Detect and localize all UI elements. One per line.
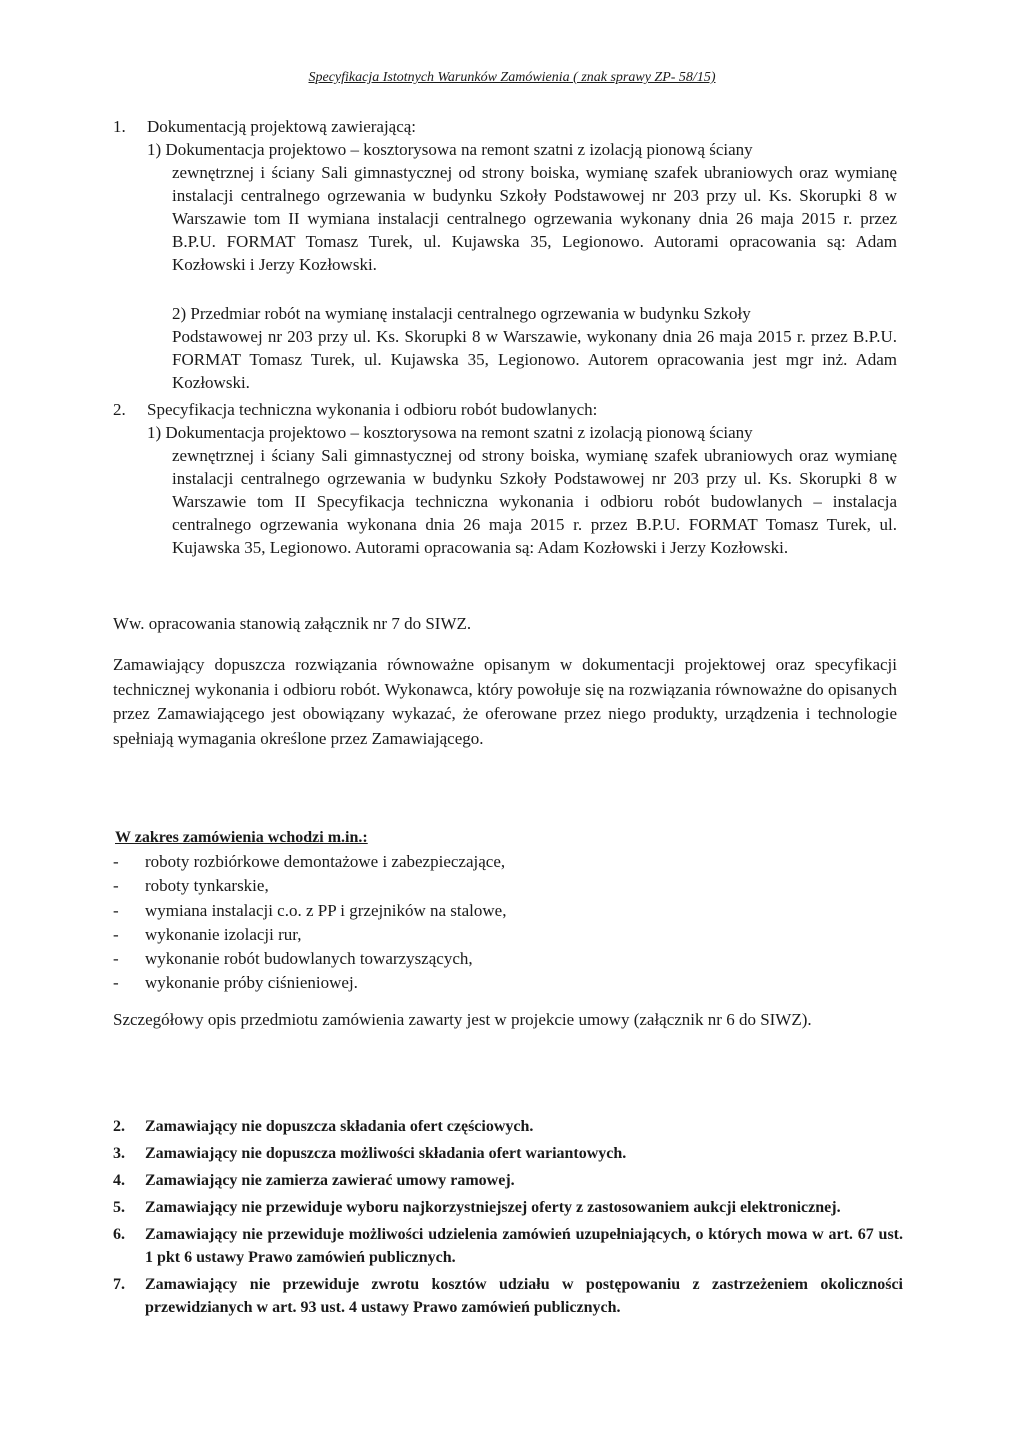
list-item: - wykonanie próby ciśnieniowej. — [113, 973, 358, 993]
scope-title: W zakres zamówienia wchodzi m.in.: — [115, 829, 368, 846]
list-item: - roboty tynkarskie, — [113, 876, 269, 896]
section-2-number: 2. — [113, 400, 126, 419]
section-1-title: Dokumentacją projektową zawierającą: — [147, 117, 417, 136]
section-1-item-2-first-line: 2) Przedmiar robót na wymianę instalacji centralnego ogrzewania w budynku Szkoły — [172, 304, 751, 323]
page-header: Specyfikacja Istotnych Warunków Zamówienia ( znak sprawy ZP- 58/15) — [308, 70, 716, 85]
statements-list — [113, 1115, 903, 1319]
list-item: 3. Zamawiający nie dopuszcza możliwości składania ofert wariantowych. — [113, 1145, 627, 1162]
section-1-item-1-first-line: 1) Dokumentacja projektowo – kosztorysowa na remont szatni z izolacją pionową ściany — [147, 140, 753, 159]
section-2-item-1-first-line: 1) Dokumentacja projektowo – kosztorysowa na remont szatni z izolacją pionową ściany — [147, 423, 753, 442]
attachment-note: Ww. opracowania stanowią załącznik nr 7 do SIWZ. — [113, 614, 472, 633]
section-1-number: 1. — [113, 117, 126, 136]
list-item: 2. Zamawiający nie dopuszcza składania ofert częściowych. — [113, 1118, 534, 1135]
list-item: 5. Zamawiający nie przewiduje wyboru najkorzystniejszej oferty z zastosowaniem aukcji elektronicznej. — [113, 1199, 841, 1216]
section-1-item-1-body: zewnętrznej i ściany Sali gimnastycznej od strony boiska, wymianę szafek ubraniowych oraz wymianę instalacji centralnego ogrzewania w budynku Szkoły Podstawowej nr 203 przy ul. Ks. Skorupki 8 w Warszawie tom II wymiana instalacji centralnego ogrzewania wykonany dnia 26 maja 2015 r. przez B.P.U. FORMAT Tomasz Turek, ul. Kujawska 35, Legionowo. Autorami opracowania są: Adam Kozłowski i Jerzy Kozłowski. — [172, 163, 897, 274]
list-item: - wykonanie izolacji rur, — [113, 924, 302, 944]
list-item: 7. Zamawiający nie przewiduje zwrotu kosztów udziału w postępowaniu z zastrzeżeniem okoliczności przewidzianych w art. 93 ust. 4 ustawy Prawo zamówień publicznych. — [113, 1276, 903, 1316]
list-item: - roboty rozbiórkowe demontażowe i zabezpieczające, — [113, 852, 506, 871]
list-item: 4. Zamawiający nie zamierza zawierać umowy ramowej. — [113, 1172, 515, 1189]
list-item: - wymiana instalacji c.o. z PP i grzejników na stalowe, — [113, 900, 507, 920]
section-2-title: Specyfikacja techniczna wykonania i odbioru robót budowlanych: — [147, 400, 598, 419]
list-item: 6. Zamawiający nie przewiduje możliwości udzielenia zamówień uzupełniających, o których mowa w art. 67 ust. 1 pkt 6 ustawy Prawo zamówień publicznych. — [113, 1226, 903, 1266]
list-item: - wykonanie robót budowlanych towarzyszących, — [113, 949, 473, 969]
detail-paragraph: Szczegółowy opis przedmiotu zamówienia zawarty jest w projekcie umowy (załącznik nr 6 do SIWZ). — [113, 1010, 812, 1029]
section-1-item-2-body: Podstawowej nr 203 przy ul. Ks. Skorupki 8 w Warszawie, wykonany dnia 26 maja 2015 r. przez B.P.U. FORMAT Tomasz Turek, ul. Kujawska 35, Legionowo. Autorem opracowania jest mgr inż. Adam Kozłowski. — [172, 327, 897, 392]
scope-list — [113, 850, 506, 996]
section-2-item-1-body: zewnętrznej i ściany Sali gimnastycznej od strony boiska, wymianę szafek ubraniowych oraz wymianę instalacji centralnego ogrzewania w budynku Szkoły Podstawowej nr 203 przy ul. Ks. Skorupki 8 w Warszawie tom II Specyfikacja techniczna wykonania i odbioru robót budowlanych – instalacja centralnego ogrzewania wykonana dnia 26 maja 2015 r. przez B.P.U. FORMAT Tomasz Turek, ul. Kujawska 35, Legionowo. Autorami opracowania są: Adam Kozłowski i Jerzy Kozłowski. — [172, 446, 897, 557]
equivalence-paragraph: Zamawiający dopuszcza rozwiązania równoważne opisanym w dokumentacji projektowej oraz specyfikacji technicznej wykonania i odbioru robót. Wykonawca, który powołuje się na rozwiązania równoważne do opisanych przez Zamawiającego jest obowiązany wykazać, że oferowane przez niego produkty, urządzenia i technologie spełniają wymagania określone przez Zamawiającego. — [113, 655, 897, 748]
